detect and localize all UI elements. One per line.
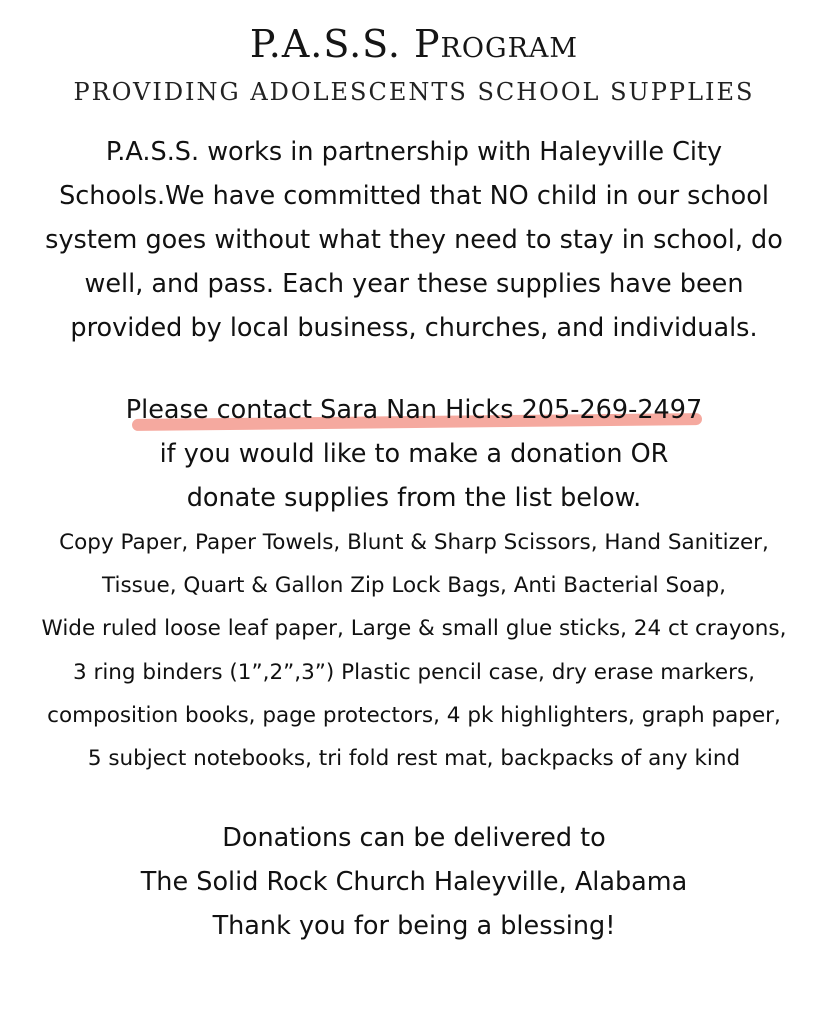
intro-line: Schools.We have committed that NO child in our school	[59, 181, 769, 211]
contact-line: if you would like to make a donation OR	[159, 439, 669, 469]
supplies-line: 3 ring binders (1”,2”,3”) Plastic pencil case, dry erase markers,	[72, 659, 756, 685]
supplies-line: Copy Paper, Paper Towels, Blunt & Sharp Scissors, Hand Sanitizer,	[59, 530, 769, 555]
contact-line	[0, 388, 828, 432]
supplies-line: 5 subject notebooks, tri fold rest mat, backpacks of any kind	[87, 746, 741, 772]
contact-phone-text: Please contact Sara Nan Hicks 205-269-2497	[125, 395, 703, 425]
intro-line: system goes without what they need to stay in school, do	[45, 225, 783, 255]
intro-line: well, and pass. Each year these supplies have been	[84, 269, 744, 299]
supplies-line: Wide ruled loose leaf paper, Large & small glue sticks, 24 ct crayons,	[41, 616, 787, 642]
intro-line: provided by local business, churches, and individuals.	[70, 313, 758, 343]
supplies-line: composition books, page protectors, 4 pk highlighters, graph paper,	[47, 702, 781, 728]
delivery-line: Donations can be delivered to	[222, 823, 606, 853]
delivery-line: Thank you for being a blessing!	[212, 911, 616, 941]
page-title: P.A.S.S. Program	[249, 22, 579, 66]
supplies-line: Tissue, Quart & Gallon Zip Lock Bags, Anti Bacterial Soap,	[102, 573, 726, 599]
intro-line: P.A.S.S. works in partnership with Haleyville City	[105, 137, 723, 167]
supplies-list	[0, 521, 828, 780]
contact-line: donate supplies from the list below.	[186, 483, 642, 513]
contact-highlight	[126, 388, 702, 432]
page-subtitle: PROVIDING ADOLESCENTS SCHOOL SUPPLIES	[73, 78, 755, 106]
contact-block	[0, 388, 828, 520]
intro-paragraph	[10, 130, 818, 350]
delivery-line: The Solid Rock Church Haleyville, Alabama	[140, 867, 688, 897]
delivery-block	[0, 816, 828, 948]
